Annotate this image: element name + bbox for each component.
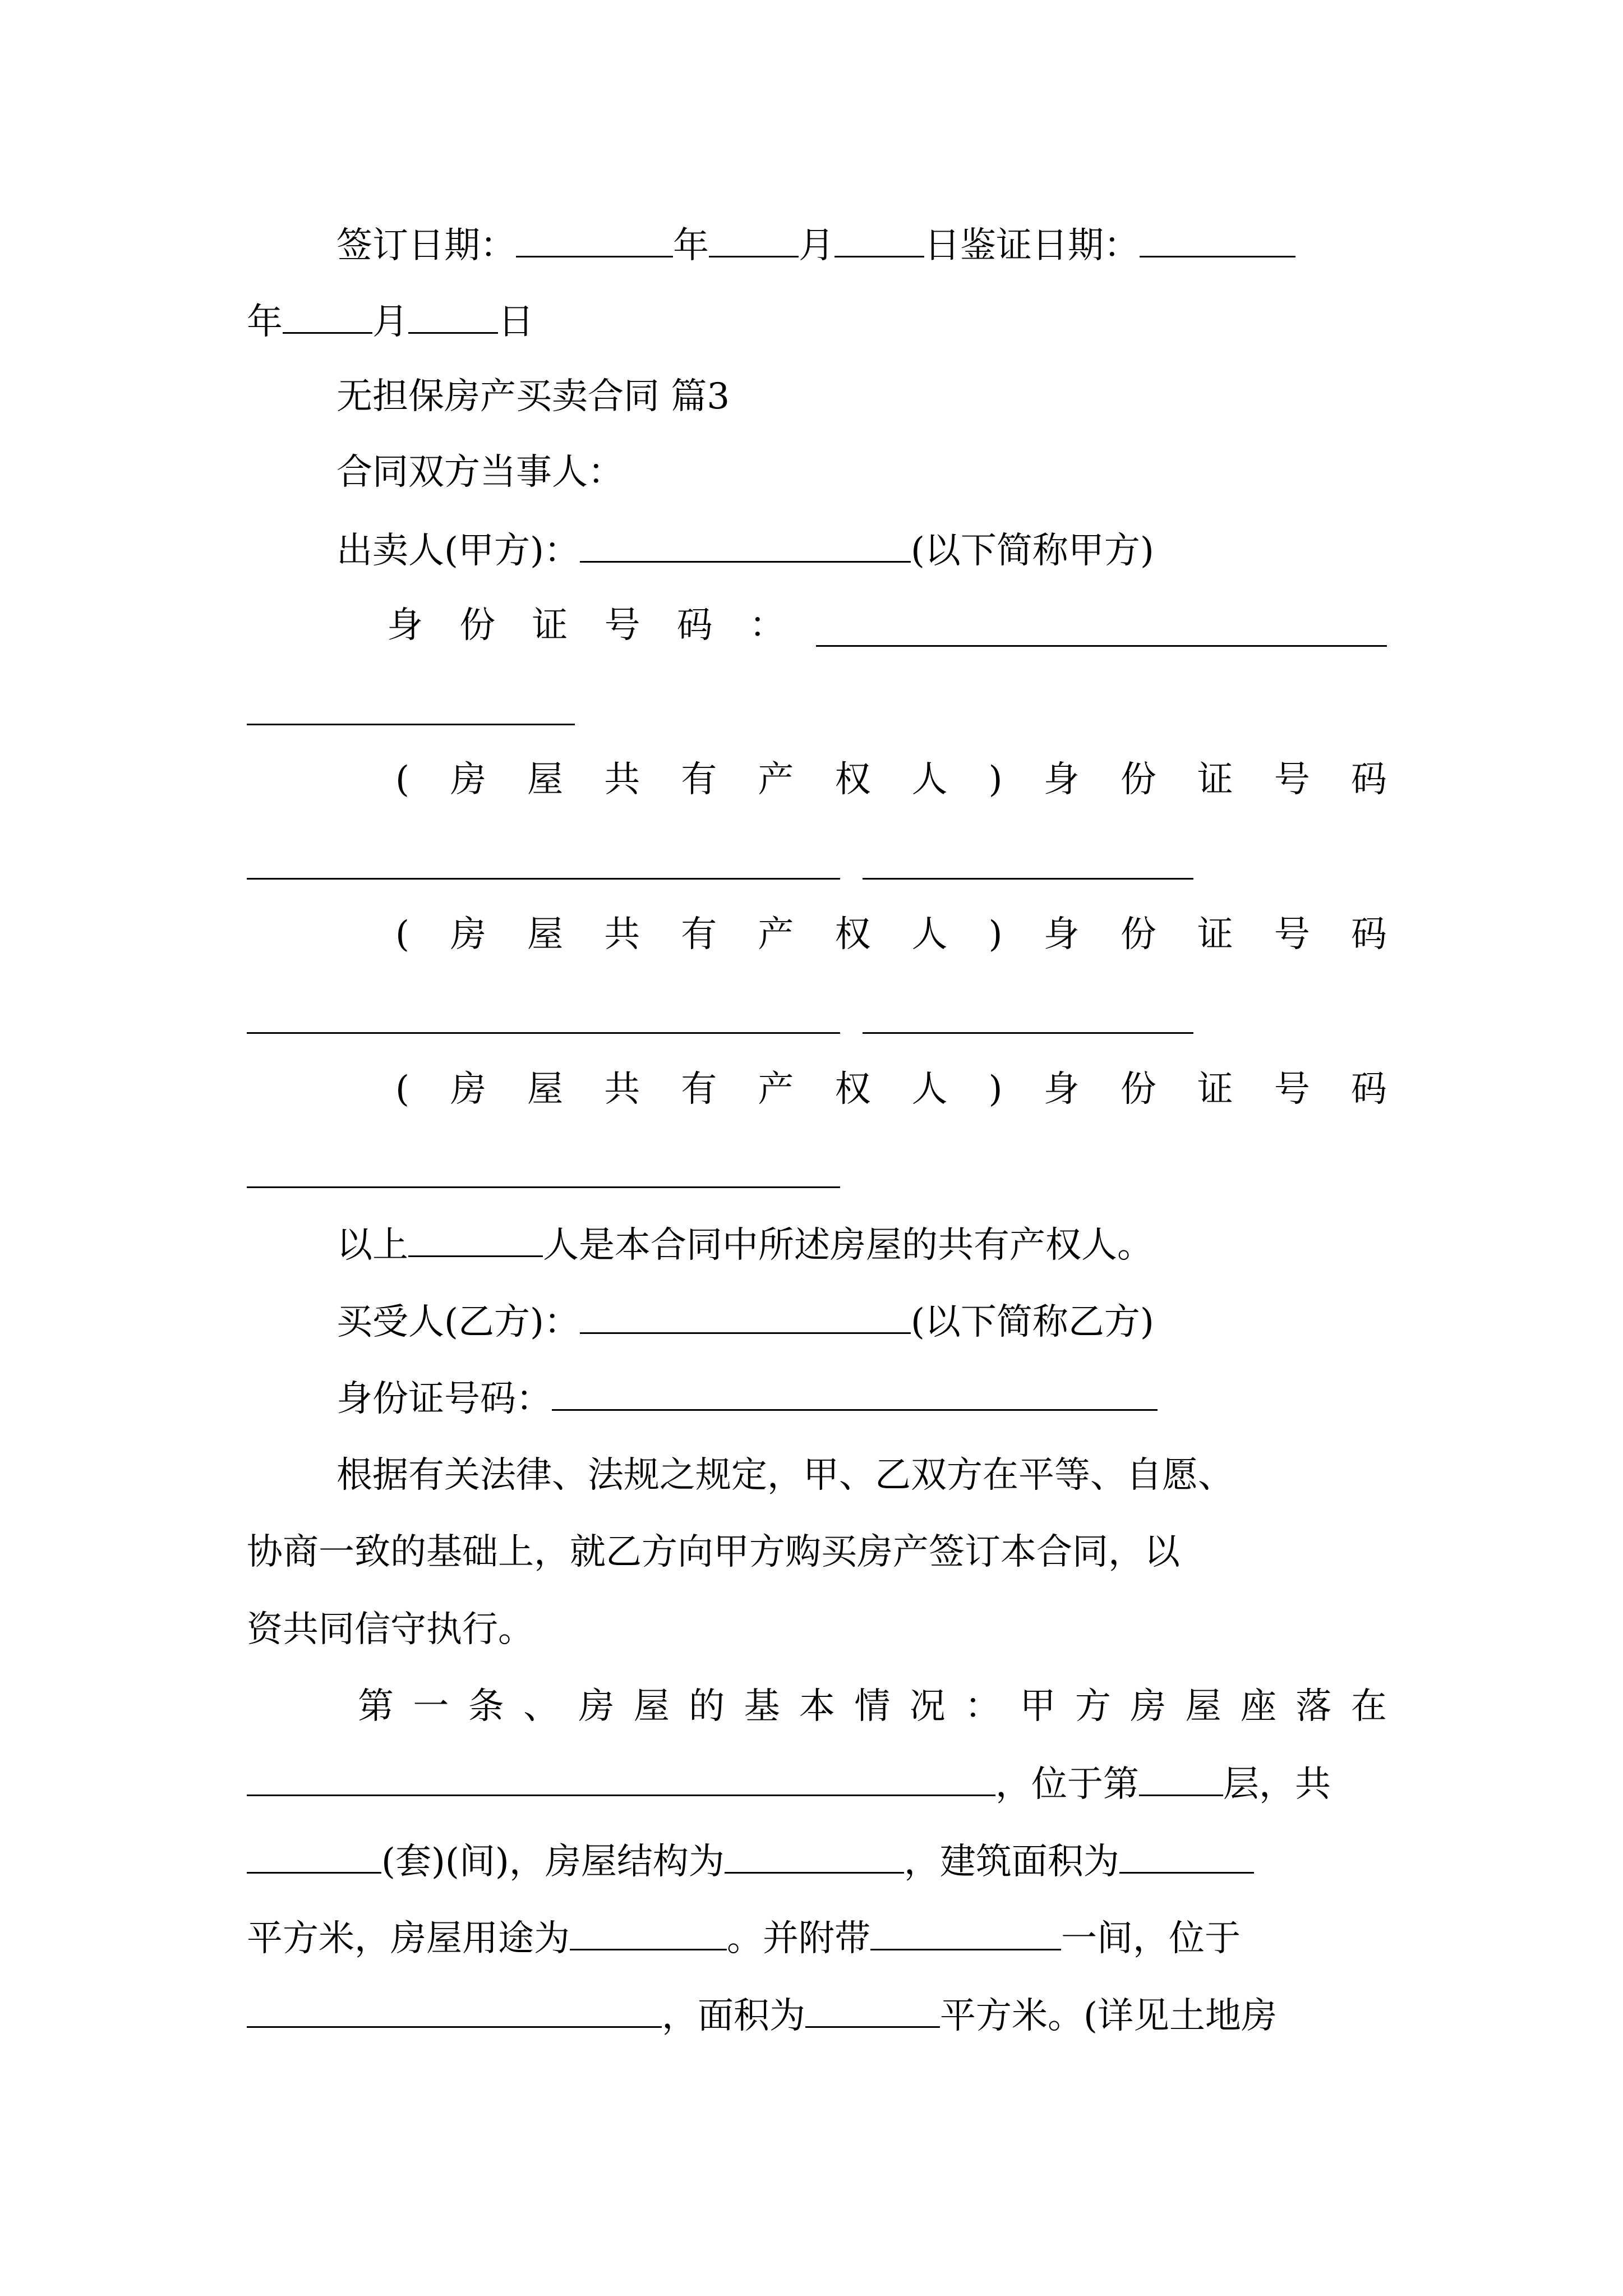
contract-heading: 无担保房产买卖合同 篇3 <box>336 376 730 417</box>
article-char: 的 <box>689 1686 725 1727</box>
sign-date-line <box>336 225 1295 266</box>
id-char: 号 <box>604 605 640 646</box>
buyer-line <box>336 1301 1154 1343</box>
coowner-count-blank <box>408 1226 543 1257</box>
buyer-id-label: 身份证号码： <box>336 1378 552 1420</box>
coowner-char: 码 <box>1350 914 1387 955</box>
coowner-1-id-blank-b <box>863 878 1193 880</box>
seller-suffix: (以下简称甲方) <box>910 530 1154 572</box>
article-char: 屋 <box>633 1686 670 1727</box>
coowner-char: 证 <box>1197 1069 1233 1110</box>
coowner-char: 有 <box>681 914 717 955</box>
coowner-id-line-2 <box>395 914 1387 955</box>
coowner-2-id-blank-b <box>863 1032 1193 1034</box>
coowner-id-line-3 <box>395 1069 1387 1110</box>
verify-month-blank <box>283 303 372 334</box>
coowner-2-id-blank-a <box>247 1032 840 1034</box>
coowner-char: 权 <box>834 914 871 955</box>
sign-month-blank <box>709 227 799 257</box>
structure-label: (套)(间)，房屋结构为 <box>381 1841 725 1883</box>
floor-prefix: ，位于第 <box>995 1764 1139 1805</box>
article-char: 基 <box>744 1686 780 1727</box>
attached-area-label: ，面积为 <box>662 1995 805 2037</box>
coowner-char: 证 <box>1197 914 1233 955</box>
coowner-char: 人 <box>911 1069 948 1110</box>
usage-label: 平方米，房屋用途为 <box>247 1918 570 1959</box>
day-label: 日 <box>498 301 534 343</box>
attached-blank <box>870 1920 1061 1950</box>
coowner-char: ) <box>988 759 1003 800</box>
sign-day-blank <box>834 227 924 257</box>
seller-id-line <box>387 605 785 646</box>
preamble-line-1: 根据有关法律、法规之规定，甲、乙双方在平等、自愿、 <box>336 1455 1234 1496</box>
article-1-line-4 <box>247 1918 1241 1959</box>
attached-area-blank <box>805 1997 940 2028</box>
article-char: ： <box>965 1686 1001 1727</box>
usage-blank <box>570 1920 727 1950</box>
month-label: 月 <box>372 301 408 343</box>
area-blank <box>1119 1843 1254 1874</box>
preamble-line-2: 协商一致的基础上，就乙方向甲方购买房产签订本合同，以 <box>247 1531 1180 1573</box>
coowner-char: 码 <box>1350 1069 1387 1110</box>
coowner-char: 份 <box>1120 1069 1156 1110</box>
verify-date-continuation <box>247 301 534 343</box>
attached-location-label: 一间，位于 <box>1061 1918 1241 1959</box>
article-char: 房 <box>578 1686 615 1727</box>
seller-id-blank <box>816 645 1387 647</box>
article-1-line-5 <box>247 1995 1277 2037</box>
coowner-char: 身 <box>1043 914 1080 955</box>
floor-blank <box>1139 1765 1223 1796</box>
coowner-char: 房 <box>450 914 487 955</box>
structure-blank <box>725 1843 904 1874</box>
coowner-char: ( <box>395 914 409 955</box>
preamble-line-3: 资共同信守执行。 <box>247 1609 534 1650</box>
coowner-char: ) <box>988 1069 1003 1110</box>
article-char: 条 <box>468 1686 504 1727</box>
year-label: 年 <box>247 301 283 343</box>
article-char: 在 <box>1350 1686 1387 1727</box>
attached-area-suffix: 平方米。(详见土地房 <box>940 1995 1277 2037</box>
coowner-char: ) <box>988 914 1003 955</box>
coowner-char: 号 <box>1274 1069 1310 1110</box>
coowner-char: 人 <box>911 759 948 800</box>
coowner-char: 房 <box>450 759 487 800</box>
coowner-summary-line <box>336 1225 1153 1266</box>
coowner-3-id-blank <box>247 1186 840 1188</box>
floor-suffix: 层，共 <box>1223 1764 1331 1805</box>
article-char: 本 <box>799 1686 835 1727</box>
coowner-char: 身 <box>1043 759 1080 800</box>
coowner-summary-suffix: 人是本合同中所述房屋的共有产权人。 <box>543 1225 1153 1266</box>
coowner-char: 屋 <box>527 1069 564 1110</box>
attached-label: 。并附带 <box>727 1918 870 1959</box>
year-label: 年 <box>673 225 709 266</box>
coowner-char: 屋 <box>527 914 564 955</box>
parties-intro: 合同双方当事人： <box>336 452 624 493</box>
coowner-summary-prefix: 以上 <box>336 1225 408 1266</box>
coowner-char: ( <box>395 1069 409 1110</box>
id-char: 证 <box>532 605 568 646</box>
sign-year-blank <box>516 227 673 257</box>
coowner-char: 人 <box>911 914 948 955</box>
coowner-char: 产 <box>758 1069 794 1110</box>
coowner-char: 号 <box>1274 759 1310 800</box>
sign-date-label: 签订日期： <box>336 225 516 266</box>
coowner-char: 证 <box>1197 759 1233 800</box>
coowner-1-id-blank-a <box>247 878 840 880</box>
seller-line <box>336 530 1154 572</box>
article-char: 甲 <box>1020 1686 1056 1727</box>
coowner-char: 码 <box>1350 759 1387 800</box>
buyer-id-blank <box>552 1380 1158 1411</box>
coowner-char: 份 <box>1120 914 1156 955</box>
article-char: 房 <box>1130 1686 1166 1727</box>
buyer-suffix: (以下简称乙方) <box>910 1301 1154 1343</box>
verify-date-label: 日鉴证日期： <box>924 225 1140 266</box>
area-label: ，建筑面积为 <box>903 1841 1119 1883</box>
buyer-name-blank <box>580 1303 911 1334</box>
coowner-char: 身 <box>1043 1069 1080 1110</box>
coowner-char: 份 <box>1120 759 1156 800</box>
coowner-char: 权 <box>834 1069 871 1110</box>
coowner-char: 共 <box>604 1069 640 1110</box>
article-char: 情 <box>854 1686 891 1727</box>
article-char: 屋 <box>1185 1686 1221 1727</box>
verify-day-blank <box>408 303 498 334</box>
article-char: 方 <box>1075 1686 1111 1727</box>
buyer-label: 买受人(乙方)： <box>336 1301 580 1343</box>
attached-location-blank <box>247 1997 662 2028</box>
coowner-char: 产 <box>758 914 794 955</box>
seller-id-blank-continued <box>247 724 575 725</box>
id-char: 身 <box>387 605 423 646</box>
article-char: 落 <box>1295 1686 1332 1727</box>
coowner-char: 共 <box>604 759 640 800</box>
coowner-char: 共 <box>604 914 640 955</box>
article-1-line-3 <box>247 1841 1254 1883</box>
month-label: 月 <box>799 225 834 266</box>
house-location-blank <box>247 1765 995 1796</box>
article-char: 、 <box>523 1686 560 1727</box>
article-char: 第 <box>358 1686 394 1727</box>
coowner-char: 权 <box>834 759 871 800</box>
article-char: 一 <box>413 1686 449 1727</box>
verify-year-blank <box>1140 227 1295 257</box>
coowner-char: 号 <box>1274 914 1310 955</box>
article-1-line-2 <box>247 1764 1331 1805</box>
id-char: ： <box>749 605 785 646</box>
coowner-char: 屋 <box>527 759 564 800</box>
coowner-id-line-1 <box>395 759 1387 800</box>
id-char: 份 <box>459 605 496 646</box>
coowner-char: 产 <box>758 759 794 800</box>
coowner-char: 房 <box>450 1069 487 1110</box>
article-1-heading-line <box>358 1686 1387 1727</box>
id-char: 码 <box>676 605 713 646</box>
seller-name-blank <box>580 532 911 563</box>
coowner-char: 有 <box>681 759 717 800</box>
coowner-char: 有 <box>681 1069 717 1110</box>
unit-count-blank <box>247 1843 381 1874</box>
buyer-id-line <box>336 1378 1158 1420</box>
coowner-char: ( <box>395 759 409 800</box>
seller-label: 出卖人(甲方)： <box>336 530 580 572</box>
article-char: 况 <box>909 1686 946 1727</box>
article-char: 座 <box>1241 1686 1276 1727</box>
